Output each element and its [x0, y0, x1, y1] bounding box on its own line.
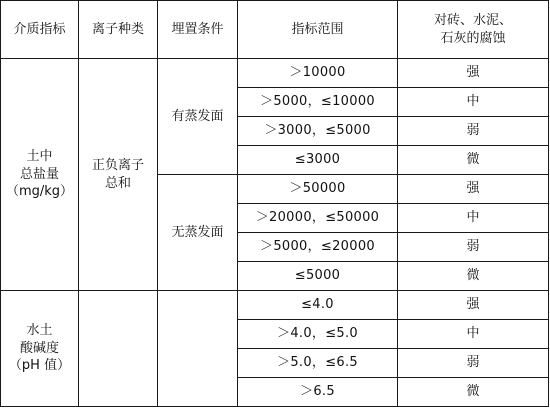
salt-label-line1: 土中 [26, 149, 53, 165]
ph-condition-empty-cell [158, 291, 238, 407]
medium-salt-cell [1, 59, 79, 291]
ph-label-line2: 酸碱度 [19, 340, 59, 356]
ph-ion-empty-cell [79, 291, 158, 407]
range-cell: ＞3000，≤5000 [238, 117, 398, 146]
salt-label-line2: 总盐量 [19, 166, 59, 182]
range-cell: ＞5000，≤20000 [238, 233, 398, 262]
range-cell: ＞4.0，≤5.0 [238, 320, 398, 349]
level-cell: 弱 [398, 117, 549, 146]
range-cell: ＞6.5 [238, 378, 398, 407]
range-cell: ≤5000 [238, 262, 398, 291]
header-medium: 介质指标 [1, 1, 79, 59]
level-cell: 微 [398, 262, 549, 291]
level-cell: 中 [398, 320, 549, 349]
table-row [1, 291, 549, 320]
condition-evaporation-cell: 有蒸发面 [158, 59, 238, 175]
ph-label-line1: 水土 [26, 323, 53, 339]
header-burial-condition: 埋置条件 [158, 1, 238, 59]
condition-no-evaporation-cell: 无蒸发面 [158, 175, 238, 291]
level-cell: 中 [398, 204, 549, 233]
level-cell: 微 [398, 146, 549, 175]
level-cell: 弱 [398, 349, 549, 378]
header-range: 指标范围 [238, 1, 398, 59]
level-cell: 强 [398, 291, 549, 320]
level-cell: 弱 [398, 233, 549, 262]
range-cell: ＞10000 [238, 59, 398, 88]
ion-line2: 总和 [104, 175, 131, 191]
range-cell: ＞50000 [238, 175, 398, 204]
header-corrosion-line1: 对砖、水泥、 [433, 12, 512, 28]
range-cell: ＞20000，≤50000 [238, 204, 398, 233]
header-ion-type: 离子种类 [79, 1, 158, 59]
range-cell: ≤3000 [238, 146, 398, 175]
range-cell: ≤4.0 [238, 291, 398, 320]
table-row [1, 59, 549, 88]
range-cell: ＞5000，≤10000 [238, 88, 398, 117]
level-cell: 强 [398, 59, 549, 88]
salt-label-line3: （mg/kg） [5, 184, 74, 200]
medium-ph-cell [1, 291, 79, 407]
header-corrosion [398, 1, 549, 59]
header-row [1, 1, 549, 59]
level-cell: 微 [398, 378, 549, 407]
ph-label-line3: （pH 值） [8, 358, 71, 374]
header-corrosion-line2: 石灰的腐蚀 [440, 30, 506, 46]
ion-line1: 正负离子 [91, 157, 144, 173]
level-cell: 强 [398, 175, 549, 204]
ion-type-cell [79, 59, 158, 291]
level-cell: 中 [398, 88, 549, 117]
range-cell: ＞5.0，≤6.5 [238, 349, 398, 378]
